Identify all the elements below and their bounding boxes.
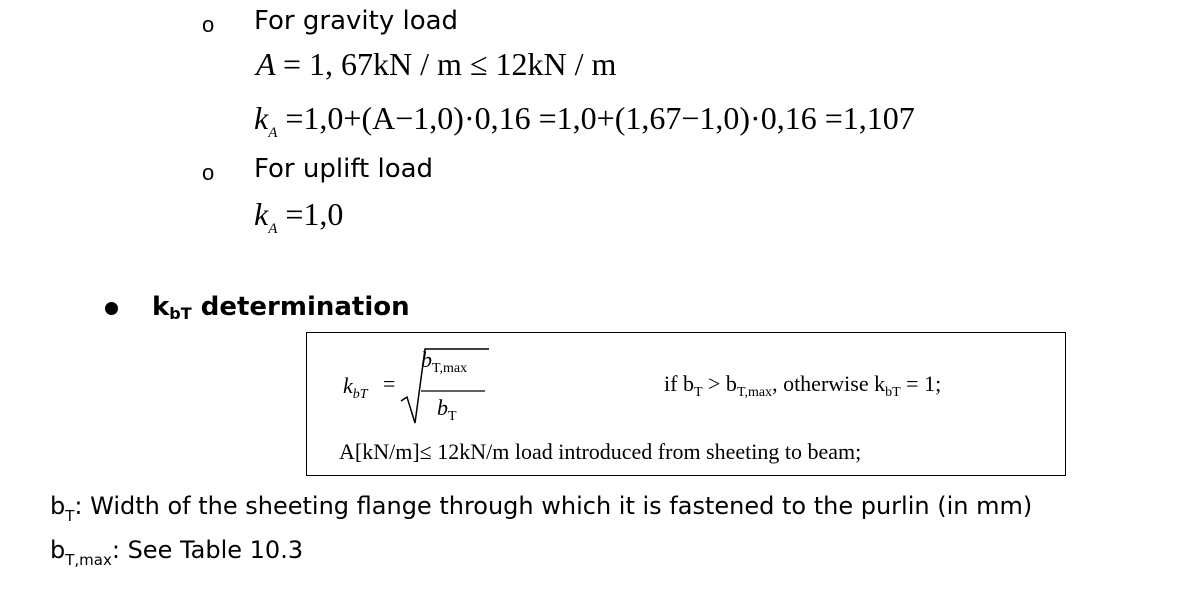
ka-uplift-equation <box>254 196 343 238</box>
denominator-sub: T <box>448 409 457 424</box>
kbt-determination-heading <box>152 292 410 323</box>
filled-bullet-icon <box>105 302 118 315</box>
heading-k: k <box>152 292 170 322</box>
numerator-b: b <box>421 347 432 372</box>
condition-sub1: T <box>693 385 703 400</box>
gravity-load-heading: For gravity load <box>254 6 459 36</box>
symbol-k-sub: A <box>268 125 278 141</box>
ka-gravity-equation <box>254 100 915 142</box>
definition-text: : Width of the sheeting flange through which it is fastened to the purlin (in mm) <box>74 492 1033 520</box>
formula-numerator <box>421 347 467 377</box>
hollow-bullet-icon: o <box>202 12 215 37</box>
numerator-sub: T,max <box>432 361 468 376</box>
formula-condition <box>664 371 941 401</box>
definition-symbol: b <box>50 492 66 520</box>
condition-suffix: , otherwise k <box>772 371 886 396</box>
symbol-k: k <box>254 100 269 136</box>
formula-load-line: A[kN/m]≤ 12kN/m load introduced from sheeting to beam; <box>339 439 862 464</box>
symbol-k-sub: A <box>268 221 278 237</box>
definition-bt <box>50 492 1032 525</box>
gravity-load-equation <box>256 46 616 83</box>
condition-sub3: bT <box>885 385 901 400</box>
symbol-a: A <box>256 46 275 82</box>
symbol-k: k <box>254 196 269 232</box>
definition-bt-max <box>50 536 303 569</box>
definition-symbol-sub: T,max <box>65 551 112 569</box>
formula-lhs-k: k <box>343 373 353 398</box>
denominator-b: b <box>437 395 448 420</box>
gravity-load-inequality: = 1, 67kN / m ≤ 12kN / m <box>282 46 617 82</box>
uplift-load-heading: For uplift load <box>254 154 434 184</box>
definition-symbol: b <box>50 536 66 564</box>
formula-lhs <box>343 373 368 403</box>
formula-lhs-sub: bT <box>352 387 368 402</box>
ka-gravity-expression: =1,0+(A−1,0)·0,16 =1,0+(1,67−1,0)·0,16 =1,107 <box>285 100 915 136</box>
definition-symbol-sub: T <box>65 507 75 525</box>
definition-text: : See Table 10.3 <box>111 536 304 564</box>
ka-uplift-expression: =1,0 <box>285 196 344 232</box>
hollow-bullet-icon: o <box>202 160 215 185</box>
condition-prefix: if b <box>664 371 694 396</box>
condition-mid: > b <box>702 371 737 396</box>
formula-equals: = <box>383 371 396 396</box>
heading-k-sub: bT <box>169 304 192 323</box>
condition-end: = 1; <box>900 371 942 396</box>
formula-denominator <box>437 395 457 425</box>
kbt-formula-box <box>306 332 1066 476</box>
heading-rest: determination <box>191 292 410 322</box>
condition-sub2: T,max <box>736 385 773 400</box>
